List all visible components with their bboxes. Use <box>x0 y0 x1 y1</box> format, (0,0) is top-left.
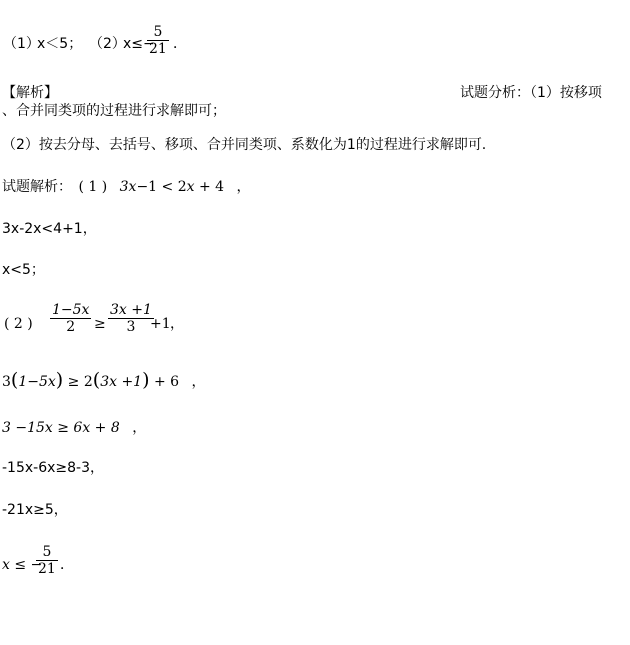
plus-one: +1 <box>150 316 171 332</box>
comma: ， <box>191 374 206 390</box>
line5-plus6: + 6 <box>153 374 180 390</box>
final-lhs: x ≤ − <box>2 557 43 573</box>
solution-line-8: -21x≥5， <box>2 502 68 518</box>
inequality-1-x: x <box>186 179 195 195</box>
analysis-hint-right: 试题分析：（1）按移项 <box>460 85 602 101</box>
final-fraction-num: 5 <box>42 544 52 560</box>
ge-sign: ≥ <box>94 316 106 332</box>
final-fraction <box>36 544 58 577</box>
answer-part1-label: （1） <box>3 36 40 52</box>
fraction-2-num: 3x +1 <box>110 302 152 318</box>
analysis-hint-cont: 、合并同类项的过程进行求解即可； <box>2 103 226 119</box>
inequality-1 <box>120 179 229 195</box>
line5-paren2: 3x +1 <box>100 374 143 390</box>
solution-line-6 <box>2 421 146 435</box>
comma: ， <box>236 179 251 195</box>
comma: ， <box>170 316 184 332</box>
fraction-2 <box>108 302 154 335</box>
solution-line-3: x<5； <box>2 262 45 278</box>
analysis-header: 【解析】 <box>2 85 58 101</box>
solution-label: 试题解析： <box>2 179 72 195</box>
answer-fraction <box>147 24 169 57</box>
fraction-1 <box>50 302 91 335</box>
solution-line-2: 3x-2x<4+1， <box>2 221 97 237</box>
line5-ge: ≥ 2 <box>67 374 93 390</box>
fraction-1-num: 1−5x <box>52 302 90 318</box>
answer-fraction-den: 21 <box>149 41 167 57</box>
comma: ， <box>132 420 147 436</box>
fraction-1-den: 2 <box>66 319 76 335</box>
answer-part2-label: （2） <box>89 36 126 52</box>
line5-paren1: 1−5x <box>18 374 56 390</box>
solution-part1-label: ( 1 ) <box>78 179 108 195</box>
final-end: ． <box>60 557 74 573</box>
solution-line-5: 3(1−5x) ≥ 2(3x +1) + 6 ， <box>2 369 206 391</box>
answer-fraction-num: 5 <box>153 24 163 40</box>
answer-part2-text: x≤− <box>123 36 155 52</box>
solution-part2-label: ( 2 ) <box>4 316 33 332</box>
answer-end: ． <box>173 36 187 52</box>
line5-coef: 3 <box>2 374 11 390</box>
answer-part1-text: x＜5； <box>37 36 83 52</box>
solution-line-1 <box>2 180 251 194</box>
final-fraction-den: 21 <box>38 561 56 577</box>
fraction-2-den: 3 <box>126 319 136 335</box>
solution-line-7: -15x-6x≥8-3， <box>2 460 104 476</box>
analysis-hint2: （2）按去分母、去括号、移项、合并同类项、系数化为1的过程进行求解即可. <box>2 137 487 153</box>
inequality-1-left: 3x <box>119 179 137 195</box>
inequality-1-right: + 4 <box>194 179 225 195</box>
inequality-1-mid: −1 < 2 <box>136 179 187 195</box>
line6-equation: 3 −15x ≥ 6x + 8 <box>2 420 120 436</box>
